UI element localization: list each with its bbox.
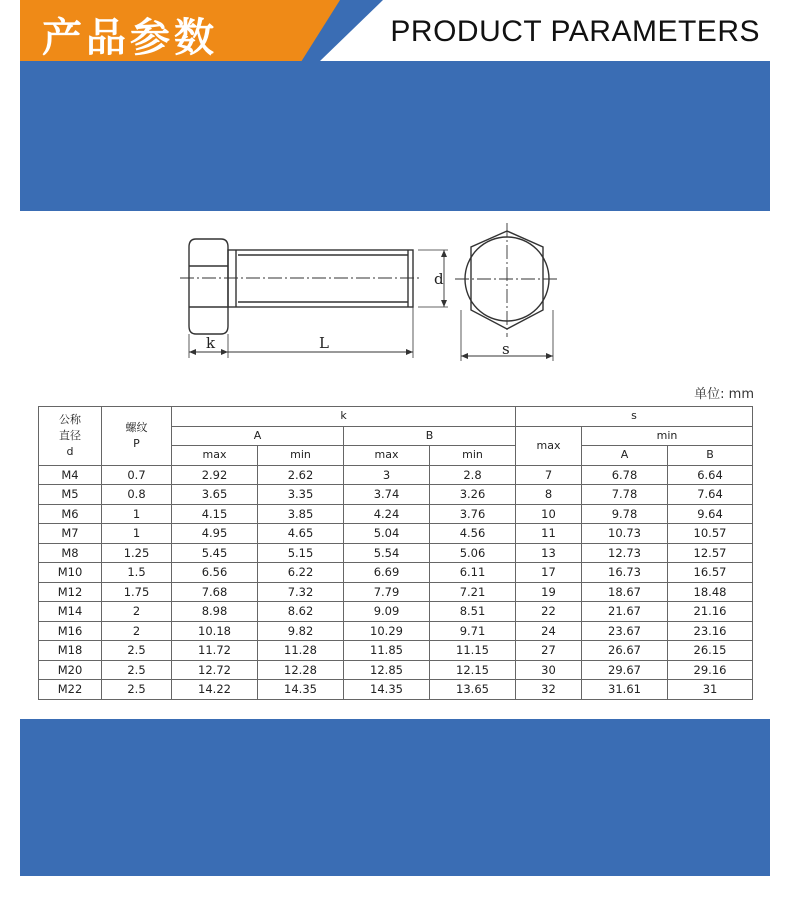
parameters-table (38, 406, 753, 700)
table-cell: 10.73 (582, 524, 668, 544)
table-cell: 16.57 (668, 563, 753, 583)
table-cell: 29.67 (582, 660, 668, 680)
table-row (39, 660, 753, 680)
table-cell: 9.09 (344, 602, 430, 622)
table-cell: 1.25 (102, 543, 172, 563)
table-cell: 8 (516, 485, 582, 505)
table-cell: 16.73 (582, 563, 668, 583)
table-row (39, 621, 753, 641)
table-cell: 6.69 (344, 563, 430, 583)
table-cell: 2.62 (258, 465, 344, 485)
table-cell: 8.98 (172, 602, 258, 622)
table-cell: 31.61 (582, 680, 668, 700)
bolt-head-side (189, 239, 228, 334)
table-row (39, 641, 753, 661)
table-cell: M14 (39, 602, 102, 622)
table-cell: 18.48 (668, 582, 753, 602)
table-cell: 9.82 (258, 621, 344, 641)
table-cell: 3.74 (344, 485, 430, 505)
table-cell: 7.79 (344, 582, 430, 602)
label-k: k (206, 334, 216, 352)
table-cell: 12.85 (344, 660, 430, 680)
table-row (39, 524, 753, 544)
header-banner (20, 0, 770, 61)
table-cell: 2.5 (102, 660, 172, 680)
table-cell: 19 (516, 582, 582, 602)
table-cell: 18.67 (582, 582, 668, 602)
table-cell: 5.54 (344, 543, 430, 563)
label-s: s (502, 340, 510, 358)
header-s-min-A: A (582, 446, 668, 466)
table-cell: 11 (516, 524, 582, 544)
table-cell: 6.56 (172, 563, 258, 583)
table-cell: 4.24 (344, 504, 430, 524)
table-cell: 7.68 (172, 582, 258, 602)
table-cell: M10 (39, 563, 102, 583)
table-cell: 7.21 (430, 582, 516, 602)
table-cell: 10.57 (668, 524, 753, 544)
header-k-A-min: min (258, 446, 344, 466)
table-cell: 14.35 (258, 680, 344, 700)
table-row (39, 563, 753, 583)
header-s: s (516, 407, 753, 427)
table-cell: 6.11 (430, 563, 516, 583)
bolt-technical-drawing (20, 211, 770, 386)
table-cell: M16 (39, 621, 102, 641)
table-cell: M8 (39, 543, 102, 563)
label-L: L (319, 334, 329, 352)
table-cell: 2.5 (102, 641, 172, 661)
table-cell: 21.67 (582, 602, 668, 622)
header-k-A: A (172, 426, 344, 446)
table-cell: 0.8 (102, 485, 172, 505)
label-d: d (434, 270, 444, 288)
table-cell: 3 (344, 465, 430, 485)
header-k: k (172, 407, 516, 427)
table-cell: 4.15 (172, 504, 258, 524)
header-k-B: B (344, 426, 516, 446)
table-cell: 23.67 (582, 621, 668, 641)
table-cell: M5 (39, 485, 102, 505)
table-cell: 10.18 (172, 621, 258, 641)
table-cell: 26.15 (668, 641, 753, 661)
table-cell: 11.15 (430, 641, 516, 661)
table-cell: 2.92 (172, 465, 258, 485)
table-row (39, 680, 753, 700)
table-cell: 13 (516, 543, 582, 563)
table-cell: M22 (39, 680, 102, 700)
table-cell: 12.15 (430, 660, 516, 680)
table-cell: 8.62 (258, 602, 344, 622)
table-cell: 30 (516, 660, 582, 680)
table-cell: 5.06 (430, 543, 516, 563)
table-cell: 12.57 (668, 543, 753, 563)
table-cell: 9.64 (668, 504, 753, 524)
table-row (39, 582, 753, 602)
table-cell: 32 (516, 680, 582, 700)
table-cell: 17 (516, 563, 582, 583)
table-cell: 27 (516, 641, 582, 661)
table-cell: 5.45 (172, 543, 258, 563)
table-cell: 1.75 (102, 582, 172, 602)
table-cell: 10 (516, 504, 582, 524)
table-cell: 1.5 (102, 563, 172, 583)
header-nominal-diameter: 公称 直径 d (39, 407, 102, 466)
table-cell: 2.8 (430, 465, 516, 485)
table-cell: 7.64 (668, 485, 753, 505)
en-title: PRODUCT PARAMETERS (390, 15, 760, 48)
table-row (39, 504, 753, 524)
table-cell: 14.35 (344, 680, 430, 700)
table-cell: 3.85 (258, 504, 344, 524)
header-k-B-max: max (344, 446, 430, 466)
table-cell: 2 (102, 621, 172, 641)
table-cell: 6.22 (258, 563, 344, 583)
table-cell: 0.7 (102, 465, 172, 485)
table-cell: 11.72 (172, 641, 258, 661)
table-cell: 12.28 (258, 660, 344, 680)
table-cell: 11.85 (344, 641, 430, 661)
bolt-shank (228, 250, 413, 307)
table-cell: M12 (39, 582, 102, 602)
table-cell: 31 (668, 680, 753, 700)
table-cell: M4 (39, 465, 102, 485)
table-cell: 21.16 (668, 602, 753, 622)
table-cell: 12.72 (172, 660, 258, 680)
table-cell: 5.04 (344, 524, 430, 544)
table-cell: 9.78 (582, 504, 668, 524)
table-cell: 8.51 (430, 602, 516, 622)
table-cell: 12.73 (582, 543, 668, 563)
table-cell: M18 (39, 641, 102, 661)
table-row (39, 485, 753, 505)
table-cell: M6 (39, 504, 102, 524)
table-cell: 7.32 (258, 582, 344, 602)
table-cell: M20 (39, 660, 102, 680)
table-cell: 13.65 (430, 680, 516, 700)
parameters-panel (20, 211, 770, 719)
table-cell: 2 (102, 602, 172, 622)
table-cell: 3.26 (430, 485, 516, 505)
table-cell: 3.76 (430, 504, 516, 524)
table-cell: 5.15 (258, 543, 344, 563)
table-cell: 3.65 (172, 485, 258, 505)
header-thread-pitch: 螺纹 P (102, 407, 172, 466)
table-cell: 2.5 (102, 680, 172, 700)
table-row (39, 543, 753, 563)
table-cell: 22 (516, 602, 582, 622)
table-cell: 11.28 (258, 641, 344, 661)
table-cell: 6.78 (582, 465, 668, 485)
header-s-max: max (516, 426, 582, 465)
table-cell: 4.95 (172, 524, 258, 544)
header-k-B-min: min (430, 446, 516, 466)
table-cell: 7 (516, 465, 582, 485)
table-cell: 4.65 (258, 524, 344, 544)
table-row (39, 602, 753, 622)
table-cell: 9.71 (430, 621, 516, 641)
header-k-A-max: max (172, 446, 258, 466)
unit-label: 单位: mm (694, 387, 754, 402)
table-cell: 10.29 (344, 621, 430, 641)
table-cell: 7.78 (582, 485, 668, 505)
table-row (39, 465, 753, 485)
table-cell: 1 (102, 504, 172, 524)
table-cell: M7 (39, 524, 102, 544)
table-cell: 26.67 (582, 641, 668, 661)
table-cell: 6.64 (668, 465, 753, 485)
table-cell: 24 (516, 621, 582, 641)
cn-title: 产品参数 (42, 15, 218, 61)
table-cell: 3.35 (258, 485, 344, 505)
table-cell: 14.22 (172, 680, 258, 700)
header-s-min: min (582, 426, 753, 446)
table-cell: 23.16 (668, 621, 753, 641)
table-cell: 1 (102, 524, 172, 544)
table-cell: 29.16 (668, 660, 753, 680)
table-cell: 4.56 (430, 524, 516, 544)
header-s-min-B: B (668, 446, 753, 466)
